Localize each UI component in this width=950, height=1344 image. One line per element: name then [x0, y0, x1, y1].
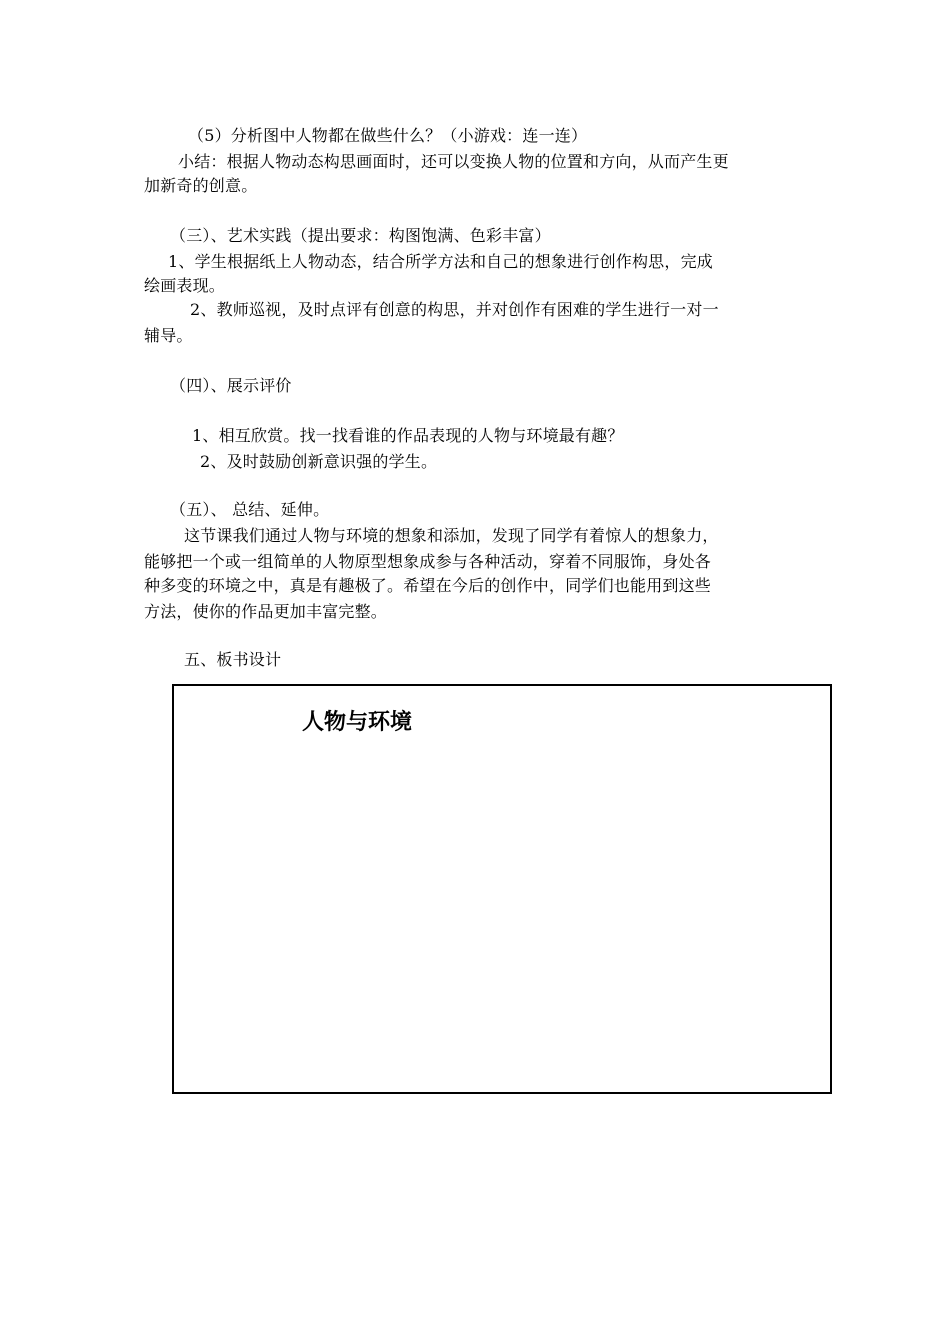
- summary-para-line-1: 这节课我们通过人物与环境的想象和添加，发现了同学有着惊人的想象力，: [184, 526, 719, 545]
- summary-para-line-3: 种多变的环境之中，真是有趣极了。希望在今后的创作中，同学们也能用到这些: [144, 576, 712, 595]
- practice-item-2-line-1: 2、教师巡视，及时点评有创意的构思，并对创作有困难的学生进行一对一: [190, 300, 719, 319]
- summary-para-line-4: 方法，使你的作品更加丰富完整。: [144, 602, 388, 621]
- display-item-1: 1、相互欣赏。找一找看谁的作品表现的人物与环境最有趣？: [192, 426, 624, 445]
- board-title: 人物与环境: [302, 710, 413, 735]
- practice-item-1-line-2: 绘画表现。: [144, 276, 226, 295]
- analysis-summary-line-2: 加新奇的创意。: [144, 176, 258, 195]
- analysis-summary-line-1: 小结：根据人物动态构思画面时，还可以变换人物的位置和方向，从而产生更: [178, 152, 729, 171]
- blackboard-design-box: [172, 684, 832, 1094]
- display-item-2: 2、及时鼓励创新意识强的学生。: [200, 452, 438, 471]
- summary-para-line-2: 能够把一个或一组简单的人物原型想象成参与各种活动，穿着不同服饰，身处各: [144, 552, 712, 571]
- display-heading: （四）、展示评价: [170, 376, 292, 395]
- board-design-heading: 五、板书设计: [184, 650, 282, 669]
- practice-heading: （三）、艺术实践（提出要求：构图饱满、色彩丰富）: [170, 226, 551, 245]
- summary-heading: （五）、 总结、延伸。: [170, 500, 330, 519]
- practice-item-2-line-2: 辅导。: [144, 326, 193, 345]
- practice-item-1-line-1: 1、学生根据纸上人物动态，结合所学方法和自己的想象进行创作构思，完成: [168, 252, 713, 271]
- analysis-item-5: （5）分析图中人物都在做些什么？（小游戏：连一连）: [188, 126, 588, 145]
